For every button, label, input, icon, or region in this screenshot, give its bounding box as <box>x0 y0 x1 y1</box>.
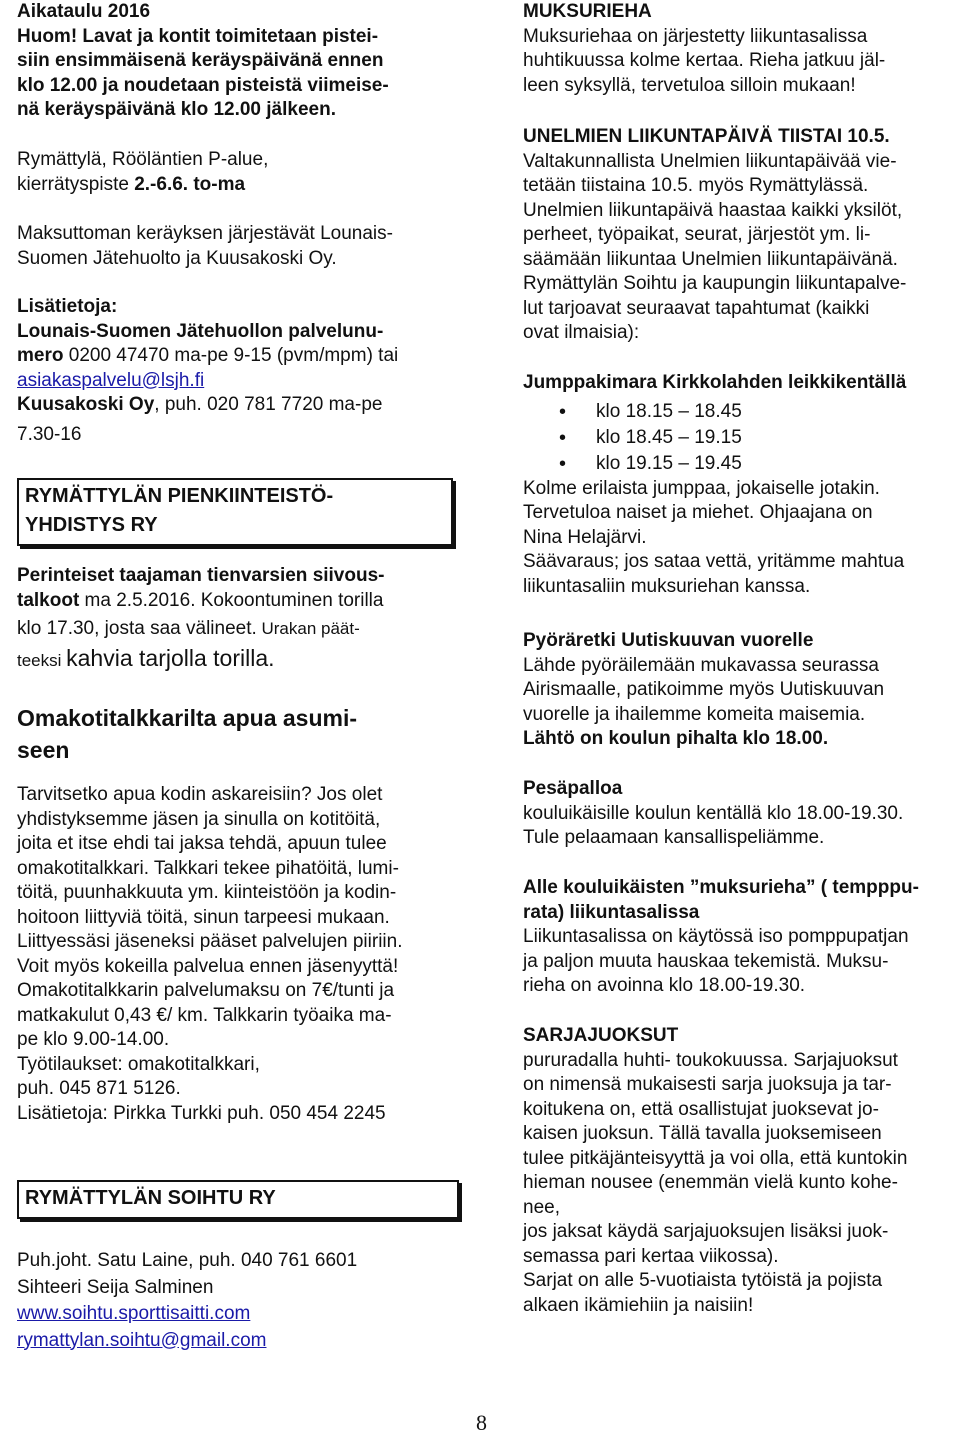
aikataulu-line: klo 12.00 ja noudetaan pisteistä viimeise- <box>17 74 389 96</box>
alle-section <box>523 876 919 999</box>
omakoti-line: omakotitalkkari. Talkkari tekee pihatöitä, lumi- <box>17 857 399 879</box>
omakoti-line: puh. 045 871 5126. <box>17 1078 181 1099</box>
alle-line: rieha on avoinna klo 18.00-19.30. <box>523 975 806 996</box>
jumppa-time-item: • klo 19.15 – 19.45 <box>523 451 906 477</box>
pyoraretki-line: vuorelle ja ihailemme komeita maisemia. <box>523 703 866 725</box>
pyoraretki-departure: Lähtö on koulun pihalta klo 18.00. <box>523 728 829 749</box>
unelmien-line: lut tarjoavat seuraavat tapahtumat (kaikki <box>523 297 870 319</box>
organizer-line: Maksuttoman keräyksen järjestävät Lounais- <box>17 223 393 244</box>
unelmien-line: säämään liikuntaa Unelmien liikuntapäivänä. <box>523 248 898 270</box>
siivous-line <box>17 643 385 676</box>
info-org1-bold: mero <box>17 345 64 366</box>
siivous-line <box>17 615 385 643</box>
soihtu-line: Sihteeri Seija Salminen <box>17 1276 214 1298</box>
pesapallo-line: Tule pelaamaan kansallispeliämme. <box>523 827 825 848</box>
sarja-line: on nimensä mukaisesti sarja juoksuja ja tar- <box>523 1074 892 1095</box>
info-org2-phone: , puh. 020 781 7720 ma-pe <box>154 394 383 415</box>
siivous-line: Perinteiset taajaman tienvarsien siivous- <box>17 565 385 586</box>
pesapallo-title: Pesäpalloa <box>523 778 623 799</box>
siivous-small: Urakan päät- <box>256 619 360 638</box>
muksurieha-section <box>523 0 885 98</box>
jumppa-time-item: • klo 18.15 – 18.45 <box>523 399 906 425</box>
omakoti-line: pe klo 9.00-14.00. <box>17 1029 170 1050</box>
jumppa-line: Kolme erilaista jumppaa, jokaiselle jotakin. <box>523 477 880 499</box>
jumppa-section <box>523 371 906 599</box>
soihtu-title: RYMÄTTYLÄN SOIHTU RY <box>25 1187 276 1209</box>
unelmien-line: perheet, työpaikat, seurat, järjestöt ym. li- <box>523 224 871 245</box>
omakoti-line: Liittyessäsi jäseneksi pääset palvelujen piiriin. <box>17 931 403 952</box>
aikataulu-line: Huom! Lavat ja kontit toimitetaan pistei- <box>17 25 379 47</box>
omakoti-line: joita et itse ehdi tai jaksa tehdä, apuun tulee <box>17 833 387 854</box>
info-heading: Lisätietoja: <box>17 296 118 317</box>
pyoraretki-title: Pyöräretki Uutiskuuvan vuorelle <box>523 630 814 651</box>
unelmien-title: UNELMIEN LIIKUNTAPÄIVÄ TIISTAI 10.5. <box>523 126 890 147</box>
info-org1-phone: 0200 47470 ma-pe 9-15 (pvm/mpm) tai <box>63 345 399 366</box>
pyoraretki-section <box>523 629 884 752</box>
organizer-line: Suomen Jätehuolto ja Kuusakoski Oy. <box>17 247 337 269</box>
sarja-line: alkaen ikämiehiin ja naisiin! <box>523 1294 754 1316</box>
jumppa-time-item: • klo 18.45 – 19.15 <box>523 425 906 451</box>
unelmien-section <box>523 125 906 346</box>
sarja-line: hieman nousee (enemmän vielä kunto kohe- <box>523 1172 898 1193</box>
pesapallo-line: kouluikäisille koulun kentällä klo 18.00-19.30. <box>523 802 904 824</box>
pienkiinteisto-title-line: RYMÄTTYLÄN PIENKIINTEISTÖ- <box>25 485 334 507</box>
sarja-line: semassa pari kertaa viikossa). <box>523 1245 779 1267</box>
soihtu-web-link[interactable]: www.soihtu.sporttisaitti.com <box>17 1303 251 1324</box>
unelmien-line: Unelmien liikuntapäivä haastaa kaikki yksilöt, <box>523 199 903 221</box>
omakoti-line: Lisätietoja: Pirkka Turkki puh. 050 454 2245 <box>17 1102 386 1124</box>
sarja-section <box>523 1024 907 1318</box>
info-org2-line <box>17 393 398 418</box>
aikataulu-line: siin ensimmäisenä keräyspäivänä ennen <box>17 50 384 71</box>
siivous-coffee: kahvia tarjolla torilla. <box>66 645 275 671</box>
omakoti-line: töitä, puunhakkuuta ym. kiinteistöön ja kodin- <box>17 882 397 903</box>
muksurieha-line: leen syksyllä, tervetuloa silloin mukaan! <box>523 74 856 96</box>
sarja-line: pururadalla huhti- toukokuussa. Sarjajuoksut <box>523 1049 898 1071</box>
muksurieha-line: Muksuriehaa on järjestetty liikuntasalissa <box>523 25 868 47</box>
info-org2-hours: 7.30-16 <box>17 423 82 445</box>
aikataulu-line: nä keräyspäivänä klo 12.00 jälkeen. <box>17 99 336 120</box>
organizer-section <box>17 222 393 271</box>
unelmien-line: ovat ilmaisia): <box>523 322 640 343</box>
info-org1-line: Lounais-Suomen Jätehuollon palvelunu- <box>17 320 384 342</box>
pyoraretki-line: Airismaalle, patikoimme myös Uutiskuuvan <box>523 679 885 700</box>
soihtu-contacts <box>17 1249 357 1353</box>
jumppa-line: Nina Helajärvi. <box>523 526 647 548</box>
jumppa-line: Tervetuloa naiset ja miehet. Ohjaajana on <box>523 502 873 523</box>
jumppa-line: liikuntasaliin muksuriehan kanssa. <box>523 575 811 597</box>
jumppa-line: Säävaraus; jos sataa vettä, yritämme mahtua <box>523 551 905 572</box>
alle-title-line: Alle kouluikäisten ”muksurieha” ( tempppu- <box>523 877 919 898</box>
sarja-line: kaisen juoksun. Tällä tavalla juoksemiseen <box>523 1123 882 1144</box>
location-line <box>17 173 268 198</box>
aikataulu-title: Aikataulu 2016 <box>17 1 151 22</box>
info-section <box>17 295 398 447</box>
soihtu-email-link[interactable]: rymattylan.soihtu@gmail.com <box>17 1329 267 1351</box>
pesapallo-section <box>523 777 903 851</box>
omakoti-line: Omakotitalkkarin palvelumaksu on 7€/tunti ja <box>17 980 395 1001</box>
omakoti-line: Voit myös kokeilla palvelua ennen jäsenyyttä! <box>17 955 399 977</box>
jumppa-times <box>523 399 906 477</box>
siivous-small: teeksi <box>17 651 67 670</box>
omakoti-heading: seen <box>17 737 70 763</box>
info-org2-bold: Kuusakoski Oy <box>17 394 155 415</box>
omakoti-line: Tarvitsetko apua kodin askareisiin? Jos olet <box>17 784 383 805</box>
omakoti-line: Työtilaukset: omakotitalkkari, <box>17 1053 260 1075</box>
location-dates: 2.-6.6. to-ma <box>134 173 246 195</box>
siivous-line <box>17 589 385 614</box>
alle-line: ja paljon muuta hauskaa tekemistä. Muksu- <box>523 950 889 972</box>
info-email-link[interactable]: asiakaspalvelu@lsjh.fi <box>17 369 205 391</box>
pienkiinteisto-title-box <box>17 478 453 546</box>
page-number: 8 <box>476 1410 487 1435</box>
siivous-section <box>17 564 385 676</box>
info-org1-line <box>17 344 398 369</box>
siivous-bold: talkoot <box>17 589 80 611</box>
omakoti-section <box>17 702 357 766</box>
muksurieha-line: huhtikuussa kolme kertaa. Rieha jatkuu jäl- <box>523 50 886 71</box>
sarja-line: nee, <box>523 1196 560 1218</box>
pienkiinteisto-title-line: YHDISTYS RY <box>25 514 158 536</box>
pyoraretki-line: Lähde pyöräilemään mukavassa seurassa <box>523 654 879 676</box>
omakoti-heading: Omakotitalkkarilta apua asumi- <box>17 705 358 731</box>
muksurieha-title: MUKSURIEHA <box>523 1 652 22</box>
sarja-line: Sarjat on alle 5-vuotiaista tytöistä ja pojista <box>523 1270 883 1291</box>
jumppa-title: Jumppakimara Kirkkolahden leikkikentällä <box>523 372 907 393</box>
unelmien-line: Rymättylän Soihtu ja kaupungin liikuntapalve- <box>523 273 907 294</box>
sarja-line: koitukena on, että osallistujat juoksevat jo- <box>523 1098 879 1120</box>
sarja-line: tulee pitkäjänteisyyttä ja voi olla, että kuntokin <box>523 1147 908 1169</box>
aikataulu-section <box>17 0 389 123</box>
unelmien-line: Valtakunnallista Unelmien liikuntapäivää vie- <box>523 150 897 172</box>
omakoti-body <box>17 783 402 1126</box>
omakoti-line: hoitoon liittyviä töitä, sinun tarpeesi mukaan. <box>17 906 390 928</box>
siivous-time: klo 17.30, josta saa välineet. <box>17 618 257 639</box>
omakoti-line: yhdistyksemme jäsen ja sinulla on kotitöitä, <box>17 808 381 830</box>
alle-line: Liikuntasalissa on käytössä iso pomppupatjan <box>523 926 909 947</box>
location-text: kierrätyspiste <box>17 173 135 195</box>
soihtu-line: Puh.joht. Satu Laine, puh. 040 761 6601 <box>17 1250 358 1271</box>
location-section <box>17 148 268 197</box>
alle-title-line: rata) liikuntasalissa <box>523 901 700 923</box>
siivous-text: ma 2.5.2016. Kokoontuminen torilla <box>79 589 384 611</box>
sarja-title: SARJAJUOKSUT <box>523 1025 679 1046</box>
sarja-line: jos jaksat käydä sarjajuoksujen lisäksi juok- <box>523 1221 889 1242</box>
soihtu-title-box <box>17 1180 459 1219</box>
unelmien-line: tetään tiistaina 10.5. myös Rymättylässä. <box>523 175 869 196</box>
location-line: Rymättylä, Rööläntien P-alue, <box>17 149 269 170</box>
omakoti-line: matkakulut 0,43 €/ km. Talkkarin työaika ma- <box>17 1004 392 1026</box>
